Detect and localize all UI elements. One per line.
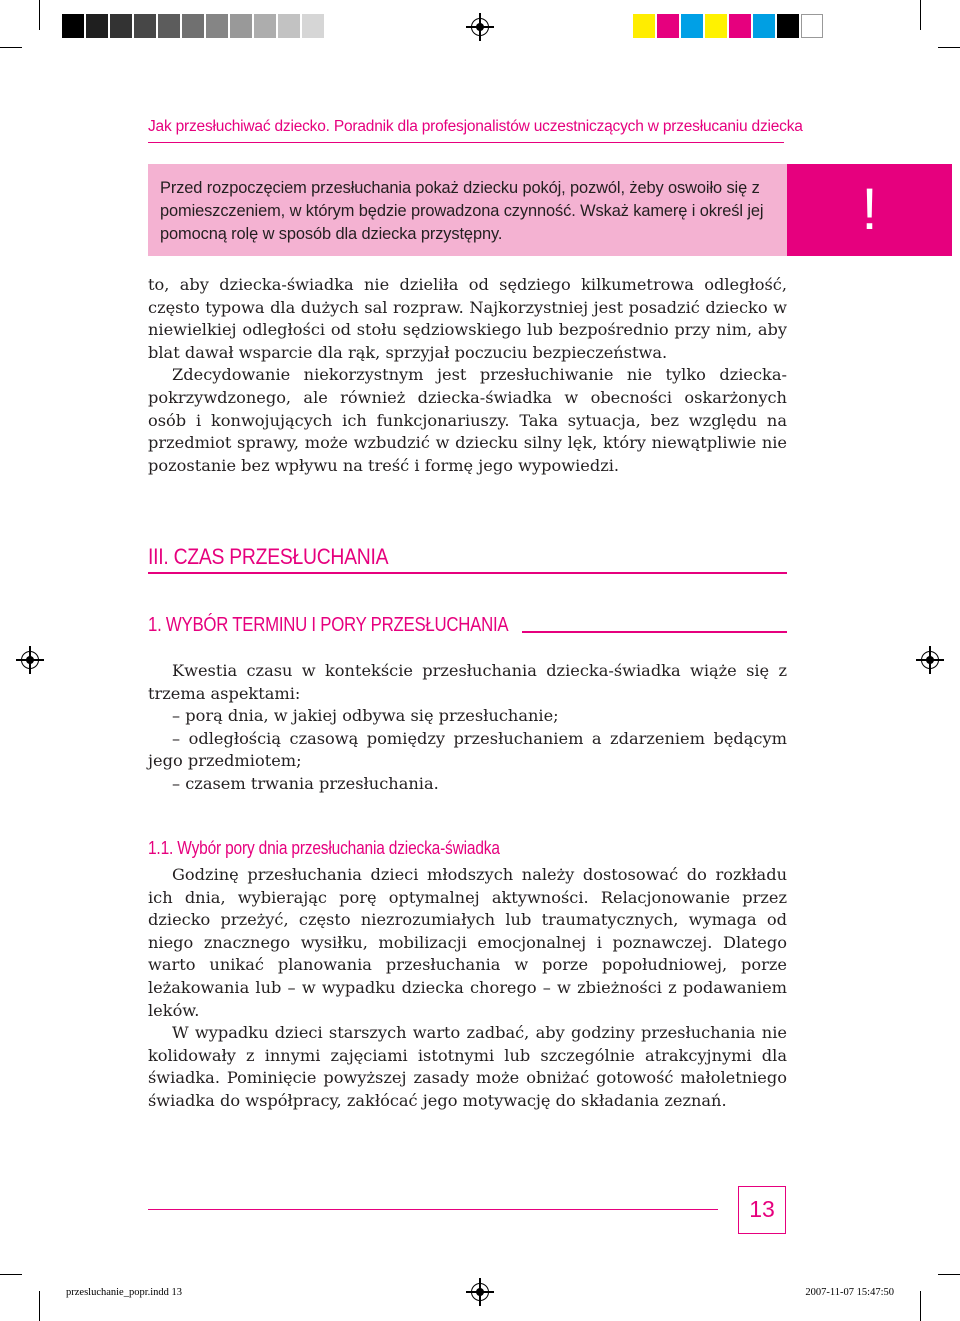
gray-swatch <box>110 14 132 38</box>
crop-mark <box>938 1274 960 1275</box>
color-swatch <box>681 14 703 38</box>
intro-paragraph: Zdecydowanie niekorzystnym jest przesłuchiwanie nie tylko dziecka-pokrzywdzonego, ale również dziecka-świadka w obecności oskarżonych osób i konwojujących ich funkcjonariuszy. Taka sytuacja, bez względu na przedmiot sprawy, może wzbudzić w dziecku silny lęk, który niewątpliwie nie pozostanie bez wpływu na treść i formę jego wypowiedzi. <box>148 365 787 475</box>
list-item: – odległością czasową pomiędzy przesłuchaniem a zdarzeniem będącym jego przedmiotem; <box>148 728 787 771</box>
section-body <box>148 660 787 796</box>
chapter-heading: III. CZAS PRZESŁUCHANIA <box>148 544 389 569</box>
subsection-paragraph: Godzinę przesłuchania dzieci młodszych należy dostosować do rozkładu ich dnia, wybierając porę optymalnej aktywności. Relacjonowanie przez dziecko przeżyć, często niezrozumiałych lub traumatycznych, wymaga od niego znacznego wysiłku, mobilizacji emocjonalnej i poznawczej. Dlatego warto unikać planowania przesłuchania w porze popołudniowej, porze leżakowania lub – w wypadku dziecka chorego – w zbieżności z podawaniem leków. <box>148 865 787 1020</box>
gray-swatch <box>278 14 300 38</box>
running-head-rule <box>148 142 784 143</box>
color-swatch <box>657 14 679 38</box>
gray-swatch <box>230 14 252 38</box>
gray-swatch <box>158 14 180 38</box>
footer-rule <box>148 1209 718 1210</box>
crop-mark <box>0 47 22 48</box>
intro-paragraph: to, aby dziecka-świadka nie dzieliła od sędziego kilkumetrowa odległość, często typowa dla dużych sal rozpraw. Najkorzystniej jest posadzić dziecko w niewielkiej odległości od stołu sędziowskiego lub bezpośrednio przy nim, aby blat dawał wsparcie dla rąk, sprzyjał poczuciu bezpieczeństwa. <box>148 275 787 362</box>
chapter-rule <box>148 572 787 574</box>
tip-box <box>148 164 787 256</box>
section-heading: 1. WYBÓR TERMINU I PORY PRZESŁUCHANIA <box>148 614 509 636</box>
exclamation-icon: ! <box>787 164 952 256</box>
page-number: 13 <box>738 1186 786 1234</box>
slug-timestamp: 2007-11-07 15:47:50 <box>805 1287 894 1298</box>
registration-mark-icon <box>471 18 489 36</box>
color-swatch <box>729 14 751 38</box>
registration-mark-icon <box>921 651 939 669</box>
list-item: – porą dnia, w jakiej odbywa się przesłuchanie; <box>172 706 559 726</box>
crop-mark <box>920 0 921 30</box>
gray-swatch <box>206 14 228 38</box>
subsection-heading: 1.1. Wybór pory dnia przesłuchania dziecka-świadka <box>148 838 500 858</box>
gray-swatch <box>302 14 324 38</box>
crop-mark <box>39 0 40 30</box>
crop-mark <box>920 1291 921 1321</box>
color-swatch <box>753 14 775 38</box>
list-item: – czasem trwania przesłuchania. <box>172 773 439 793</box>
gray-swatch <box>62 14 84 38</box>
gray-swatch <box>182 14 204 38</box>
color-swatch <box>801 14 823 38</box>
gray-swatch <box>86 14 108 38</box>
registration-mark-icon <box>471 1283 489 1301</box>
section-rule <box>522 631 787 633</box>
gray-swatch <box>134 14 156 38</box>
crop-mark <box>938 47 960 48</box>
running-head: Jak przesłuchiwać dziecko. Poradnik dla profesjonalistów uczestniczących w przesłucaniu dziecka <box>148 118 803 135</box>
crop-mark <box>0 1274 22 1275</box>
section-lead: Kwestia czasu w kontekście przesłuchania dziecka-świadka wiąże się z trzema aspektami: <box>148 661 787 703</box>
gray-swatch <box>254 14 276 38</box>
color-swatch <box>633 14 655 38</box>
subsection-body <box>148 864 787 1113</box>
crop-mark <box>39 1291 40 1321</box>
tip-text: Przed rozpoczęciem przesłuchania pokaż dziecku pokój, pozwól, żeby oswoiło się z pomieszczeniem, w którym będzie prowadzona czynność. Wskaż kamerę i określ jej pomocną rolę w sposób dla dziecka przystępny. <box>160 179 764 243</box>
color-swatch <box>705 14 727 38</box>
color-swatch <box>777 14 799 38</box>
slug-filename: przesluchanie_popr.indd 13 <box>66 1287 183 1298</box>
intro-text <box>148 274 787 477</box>
registration-mark-icon <box>21 651 39 669</box>
subsection-paragraph: W wypadku dzieci starszych warto zadbać, aby godziny przesłuchania nie kolidowały z innymi zajęciami istotnymi lub szczególnie atrakcyjnymi dla świadka. Pominięcie powyższej zasady może obniżać gotowość małoletniego świadka do współpracy, zakłócać jego motywację do składania zeznań. <box>148 1023 787 1110</box>
